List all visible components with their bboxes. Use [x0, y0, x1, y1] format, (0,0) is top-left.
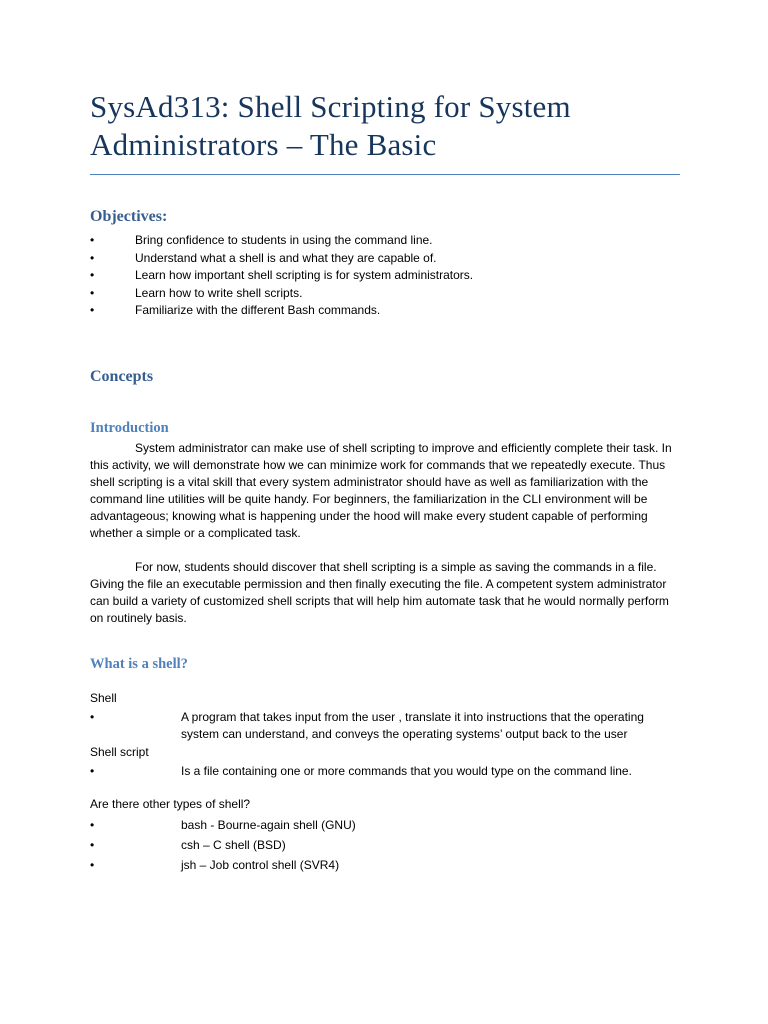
- bullet-icon: •: [90, 858, 95, 872]
- shell-definition-list: [90, 709, 680, 744]
- other-shell-types-question: Are there other types of shell?: [90, 797, 251, 811]
- introduction-heading: Introduction: [90, 419, 169, 436]
- list-item: [90, 232, 680, 250]
- document-title: [90, 88, 680, 164]
- shell-type-text: csh – C shell (BSD): [181, 838, 286, 852]
- list-item: [90, 285, 680, 303]
- shell-script-definition-text: Is a file containing one or more commands that you would type on the command line.: [181, 763, 632, 778]
- objective-text: Bring confidence to students in using the command line.: [135, 233, 433, 247]
- objective-text: Learn how important shell scripting is for system administrators.: [135, 268, 474, 282]
- bullet-icon: •: [90, 250, 95, 265]
- shell-type-text: bash - Bourne-again shell (GNU): [181, 818, 356, 832]
- list-item: [90, 763, 680, 781]
- bullet-icon: •: [90, 709, 95, 724]
- list-item: [90, 250, 680, 268]
- list-item: [90, 855, 680, 875]
- introduction-paragraph-2: For now, students should discover that shell scripting is a simple as saving the commands in a file. Giving the file an executable permission and then finally executing the file. A competent system administrator can build a variety of customized shell scripts that will help him automate task that he would normally perform on routinely basis.: [90, 559, 669, 625]
- document-page: [90, 88, 680, 875]
- list-item: [90, 709, 680, 744]
- objective-text: Learn how to write shell scripts.: [135, 285, 303, 300]
- shell-script-definition-list: [90, 763, 680, 781]
- list-item: [90, 302, 680, 320]
- shell-label: Shell: [90, 690, 117, 705]
- list-item: [90, 815, 680, 835]
- bullet-icon: •: [90, 763, 95, 778]
- other-shell-types-list: [90, 815, 680, 875]
- shell-type-text: jsh – Job control shell (SVR4): [181, 858, 340, 872]
- bullet-icon: •: [90, 285, 95, 300]
- shell-script-label: Shell script: [90, 744, 149, 759]
- what-is-shell-heading: What is a shell?: [90, 655, 188, 672]
- objective-text: Familiarize with the different Bash commands.: [135, 303, 381, 317]
- objective-text: Understand what a shell is and what they are capable of.: [135, 250, 437, 265]
- shell-definition-text: A program that takes input from the user , translate it into instructions that the operating system can understand, and conveys the operating systems’ output back to the user: [181, 709, 644, 741]
- introduction-paragraph-1: System administrator can make use of shell scripting to improve and efficiently complete their task. In this activity, we will demonstrate how we can minimize work for commands that we repeatedly execute. Thus shell scripting is a vital skill that every system administrator should have as well as familiarization with the command line utilities will be quite handy. For beginners, the familiarization in the CLI environment will be advantageous; knowing what is happening under the hood will make every student capable of performing whether a simple or a complicated task.: [90, 440, 672, 540]
- list-item: [90, 267, 680, 285]
- document-title-line-2: Administrators – The Basic: [90, 127, 437, 162]
- objectives-heading: Objectives:: [90, 208, 168, 225]
- document-title-line-1: SysAd313: Shell Scripting for System: [90, 89, 571, 124]
- bullet-icon: •: [90, 303, 95, 317]
- objectives-list: [90, 232, 680, 320]
- bullet-icon: •: [90, 818, 95, 832]
- bullet-icon: •: [90, 268, 95, 282]
- concepts-heading: Concepts: [90, 367, 154, 385]
- list-item: [90, 835, 680, 855]
- bullet-icon: •: [90, 838, 95, 852]
- bullet-icon: •: [90, 233, 95, 247]
